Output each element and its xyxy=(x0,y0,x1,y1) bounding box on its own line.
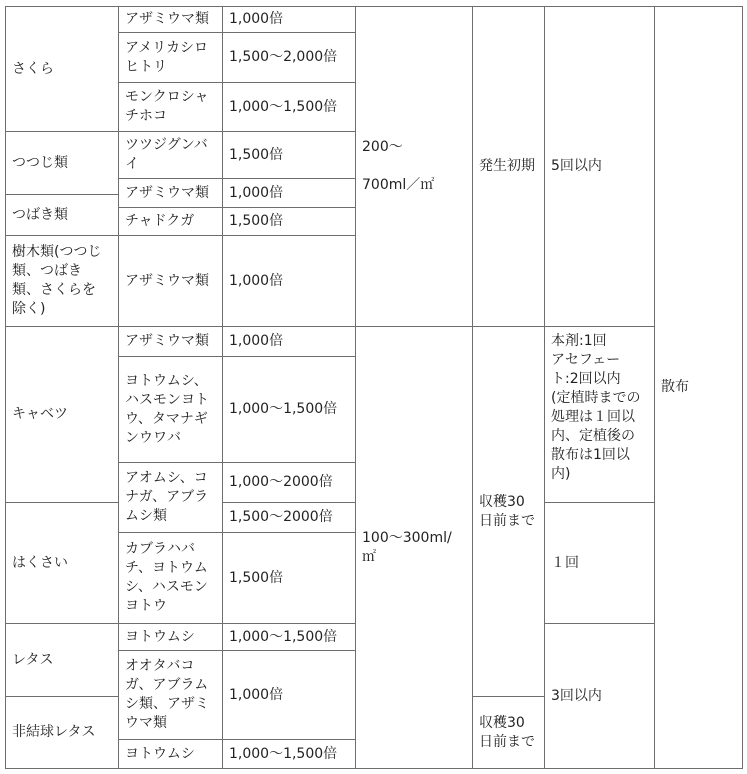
dilution-cell: 1,500倍 xyxy=(222,532,355,623)
dilution-cell: 1,500～2000倍 xyxy=(222,502,355,532)
pest-cell: アザミウマ類 xyxy=(118,326,222,356)
dilution-cell: 1,500～2,000倍 xyxy=(222,32,355,82)
dilution-cell: 1,500倍 xyxy=(222,131,355,178)
crop-cell-cabbage: キャベツ xyxy=(5,326,118,502)
dilution-cell: 1,000倍 xyxy=(222,650,355,739)
pest-cell: ヨトウムシ xyxy=(118,739,222,769)
crop-cell-tsubaki: つばき類 xyxy=(5,194,118,235)
amount-cell-vegetables: 100～300ml/ ㎡ xyxy=(355,326,472,769)
amount-cell-trees: 200～ 700ml／㎡ xyxy=(355,6,472,326)
dilution-cell: 1,000倍 xyxy=(222,326,355,356)
count-cell-hakusai: １回 xyxy=(544,502,654,623)
dilution-cell: 1,000～2000倍 xyxy=(222,462,355,502)
dilution-cell: 1,000倍 xyxy=(222,6,355,32)
pest-cell: ヨトウムシ、 ハスモンヨト ウ、タマナギ ンウワバ xyxy=(118,356,222,462)
pest-cell: アザミウマ類 xyxy=(118,178,222,207)
pest-cell: アメリカシロ ヒトリ xyxy=(118,32,222,82)
pest-cell: モンクロシャ チホコ xyxy=(118,82,222,131)
method-cell: 散布 xyxy=(654,6,743,769)
pest-cell: チャドクガ xyxy=(118,207,222,235)
pest-cell: ツツジグンバ イ xyxy=(118,131,222,178)
crop-cell-sakura: さくら xyxy=(5,6,118,131)
dilution-cell: 1,000～1,500倍 xyxy=(222,739,355,769)
crop-cell-jumoku: 樹木類(つつじ 類、つばき 類、さくらを 除く) xyxy=(5,235,118,326)
crop-cell-hikekkyu: 非結球レタス xyxy=(5,696,118,769)
dilution-cell: 1,000倍 xyxy=(222,178,355,207)
timing-cell-trees: 発生初期 xyxy=(472,6,544,326)
dilution-cell: 1,000～1,500倍 xyxy=(222,82,355,131)
dilution-cell: 1,500倍 xyxy=(222,207,355,235)
timing-cell-hikekkyu: 収穫30 日前まで xyxy=(472,696,544,769)
crop-cell-hakusai: はくさい xyxy=(5,502,118,623)
count-cell-cabbage: 本剤:1回 アセフェー ト:2回以内 (定植時までの 処理は１回以 内、定植後の 散布は1回以 内) xyxy=(544,326,654,502)
dilution-cell: 1,000～1,500倍 xyxy=(222,623,355,650)
pest-cell: アザミウマ類 xyxy=(118,6,222,32)
pest-cell: カブラハバ チ、ヨトウム シ、ハスモン ヨトウ xyxy=(118,532,222,623)
timing-cell-vegetables: 収穫30 日前まで xyxy=(472,326,544,696)
crop-cell-lettuce: レタス xyxy=(5,623,118,696)
dilution-cell: 1,000倍 xyxy=(222,235,355,326)
crop-cell-tsutsuji: つつじ類 xyxy=(5,131,118,194)
pest-cell: ヨトウムシ xyxy=(118,623,222,650)
pest-cell: アザミウマ類 xyxy=(118,235,222,326)
count-cell-lettuce: 3回以内 xyxy=(544,623,654,769)
dilution-cell: 1,000～1,500倍 xyxy=(222,356,355,462)
pest-cell: オオタバコ ガ、アブラム シ類、アザミ ウマ類 xyxy=(118,650,222,739)
pest-cell: アオムシ、コ ナガ、アブラ ムシ類 xyxy=(118,462,222,532)
count-cell-trees: 5回以内 xyxy=(544,6,654,326)
